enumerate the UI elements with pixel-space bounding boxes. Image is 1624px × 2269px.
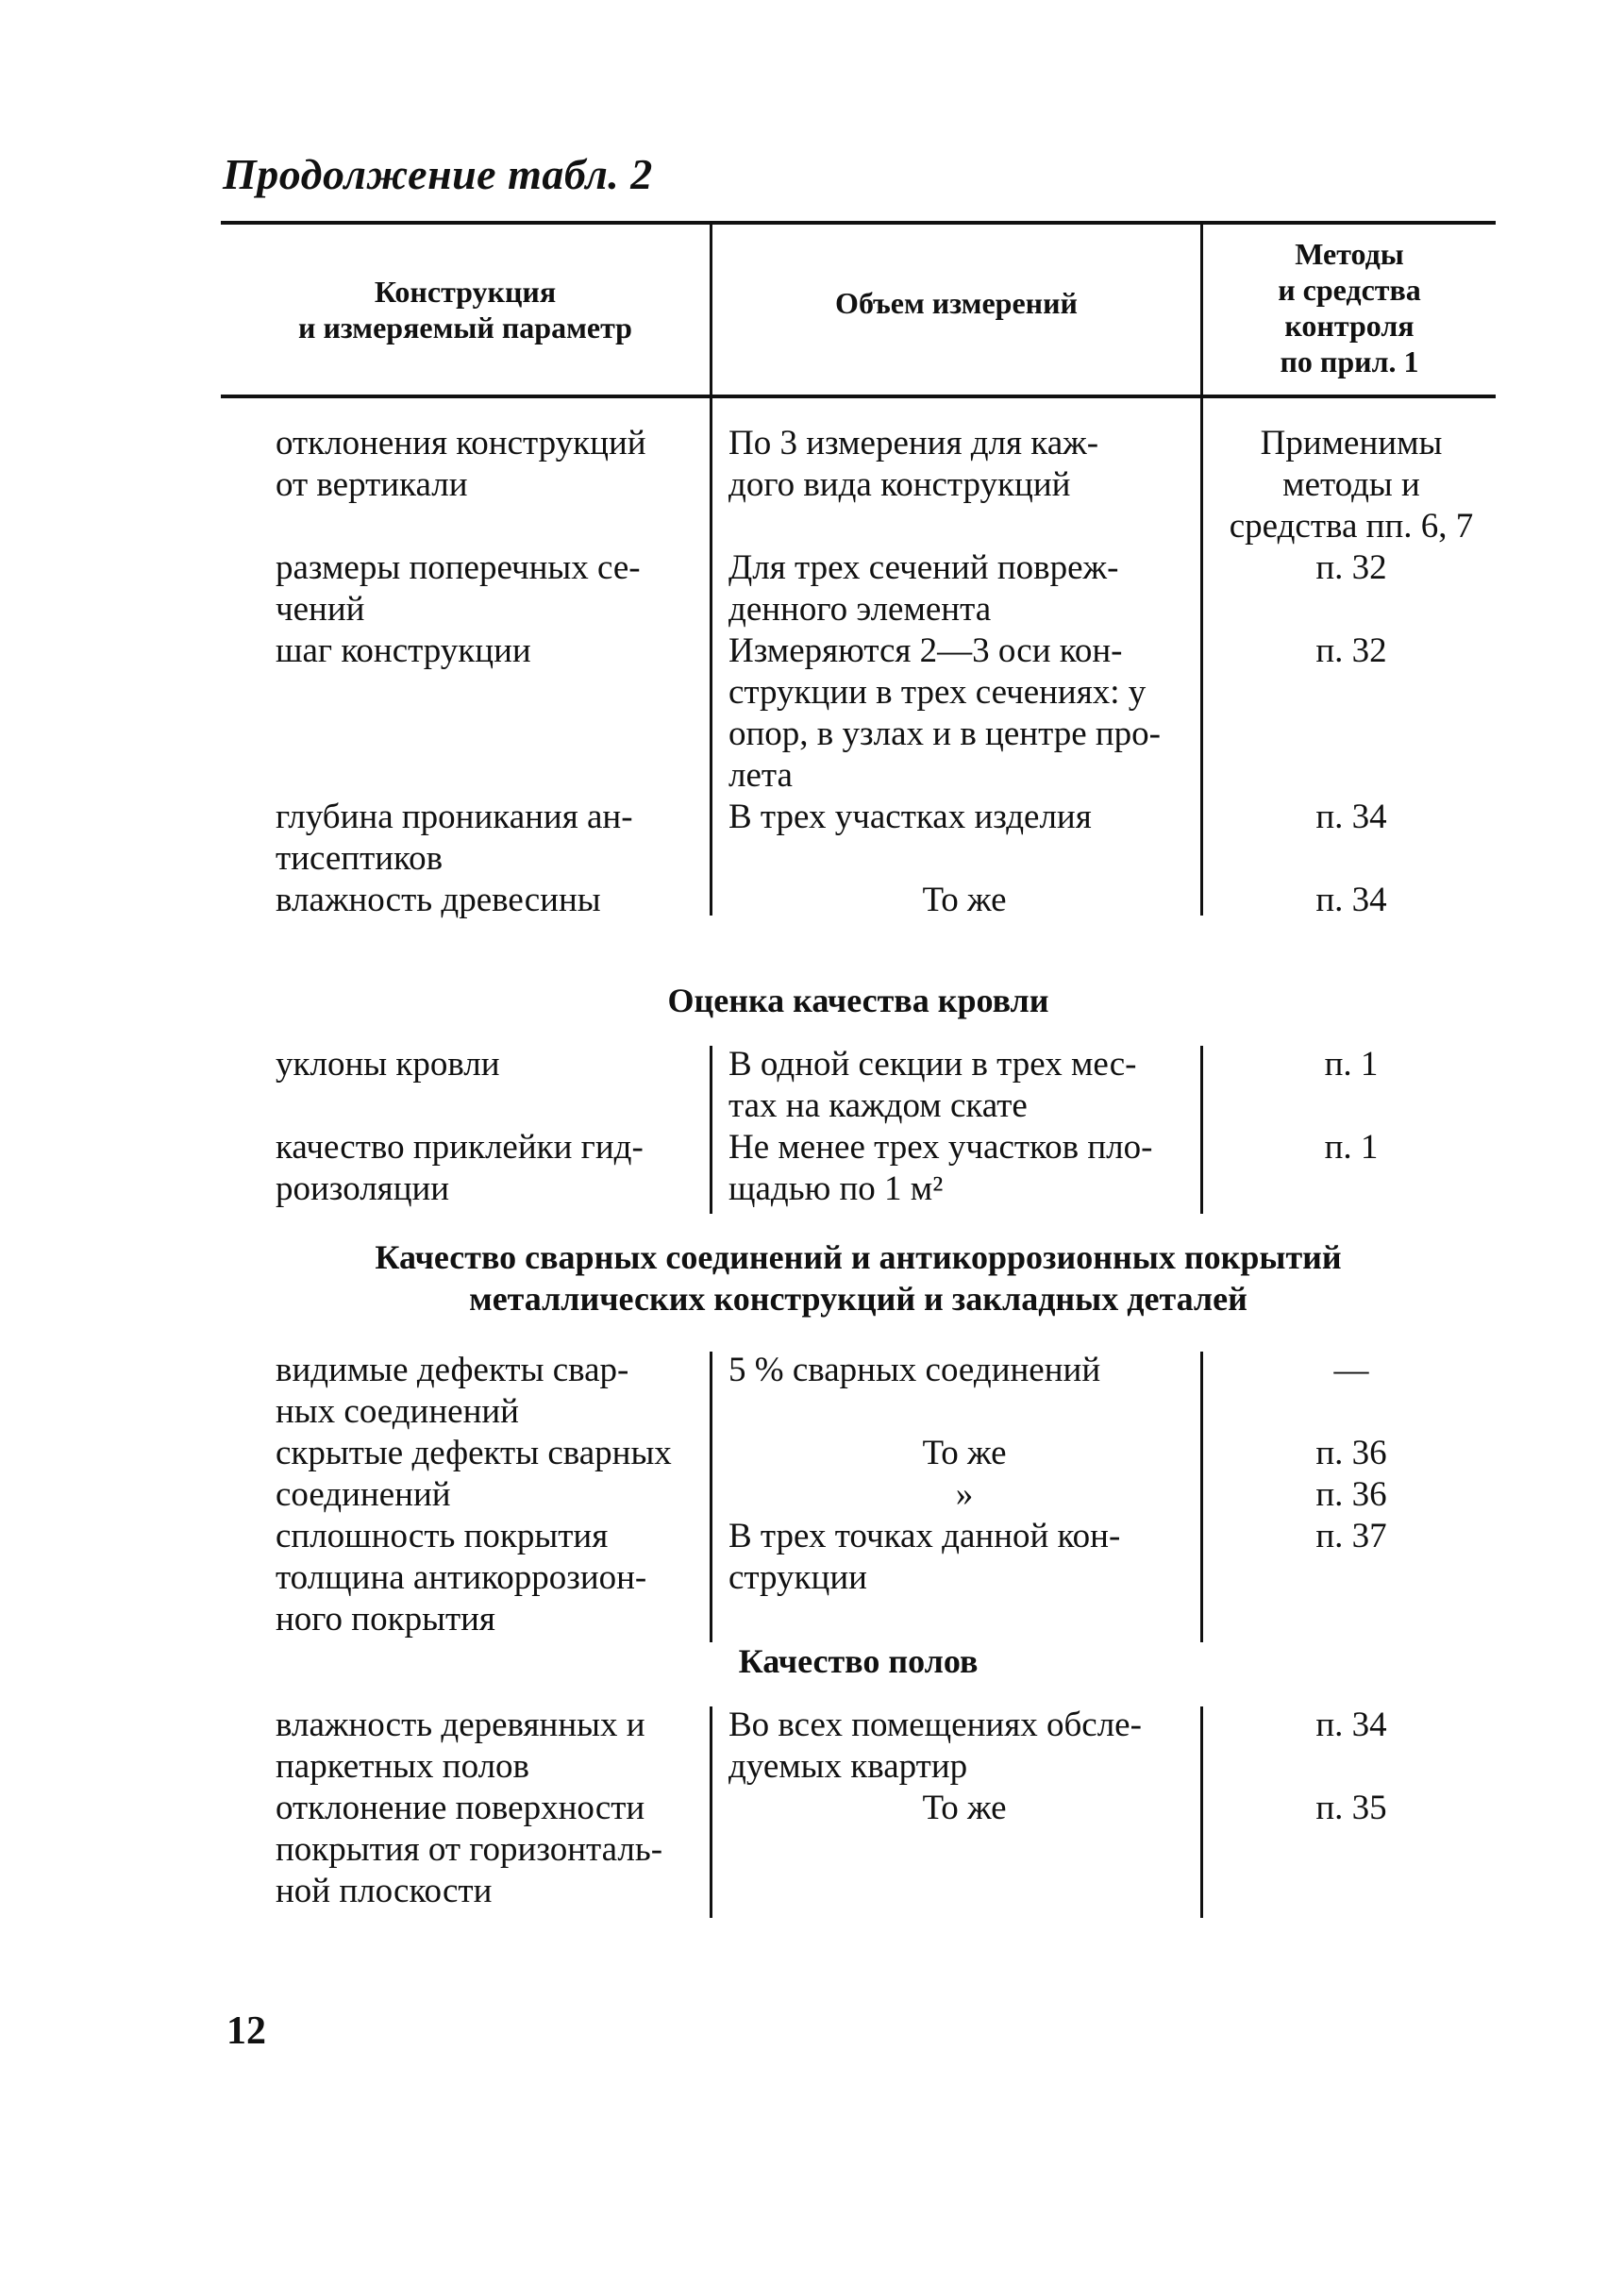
row-volume: То же xyxy=(922,1789,1007,1827)
row-method: п. 36 xyxy=(1315,1434,1387,1472)
row-volume: То же xyxy=(922,1434,1007,1472)
row-method: п. 35 xyxy=(1315,1789,1387,1827)
row-method: п. 34 xyxy=(1315,798,1387,836)
row-param: соединений xyxy=(276,1475,451,1514)
block4-divider-2 xyxy=(1200,1706,1203,1918)
row-param: шаг конструкции xyxy=(276,631,531,670)
row-method: — xyxy=(1333,1351,1369,1389)
row-param: отклонения конструкций от вертикали xyxy=(276,424,646,504)
header-measurement-volume xyxy=(712,285,1200,321)
row-param: скрытые дефекты сварных xyxy=(276,1434,672,1472)
row-volume: Для трех сечений повреж- денного элемента xyxy=(728,548,1119,629)
row-param: влажность древесины xyxy=(276,881,601,919)
row-method: п. 32 xyxy=(1315,631,1387,670)
row-volume: В одной секции в трех мес- тах на каждом скате xyxy=(728,1045,1137,1125)
header-col1-line2: и измеряемый параметр xyxy=(298,311,632,345)
header-control-methods xyxy=(1203,236,1496,379)
row-volume: Во всех помещениях обсле- дуемых квартир xyxy=(728,1706,1142,1786)
row-param: отклонение поверхности покрытия от горизонталь- ной плоскости xyxy=(276,1789,663,1910)
page-number: 12 xyxy=(226,2009,266,2053)
row-method: п. 1 xyxy=(1324,1128,1379,1167)
row-param: глубина проникания ан- тисептиков xyxy=(276,798,633,878)
row-param: видимые дефекты свар- ных соединений xyxy=(276,1351,629,1431)
row-param: размеры поперечных се- чений xyxy=(276,548,641,629)
row-volume: В трех участках изделия xyxy=(728,798,1092,836)
table-continuation-title: Продолжение табл. 2 xyxy=(223,150,653,198)
row-method: п. 32 xyxy=(1315,548,1387,587)
header-col3-line1: Методы xyxy=(1295,237,1404,271)
row-volume: Не менее трех участков пло- щадью по 1 м² xyxy=(728,1128,1153,1208)
block1-divider-2 xyxy=(1200,398,1203,916)
row-volume: Измеряются 2—3 оси кон- струкции в трех сечениях: у опор, в узлах и в центре про- лета xyxy=(728,631,1161,795)
section-welds-line1: Качество сварных соединений и антикоррозионных покрытий xyxy=(375,1238,1342,1276)
section-title-roof: Оценка качества кровли xyxy=(667,982,1049,1019)
row-param: качество приклейки гид- роизоляции xyxy=(276,1128,644,1208)
header-col3-line4: по прил. 1 xyxy=(1280,345,1419,378)
section-title-floors: Качество полов xyxy=(738,1642,979,1680)
row-volume: » xyxy=(955,1475,974,1514)
header-col1-line1: Конструкция xyxy=(374,275,557,309)
row-param: уклоны кровли xyxy=(276,1045,500,1084)
table-top-rule xyxy=(221,221,1496,225)
header-col3-line3: контроля xyxy=(1284,309,1415,343)
block2-divider-2 xyxy=(1200,1046,1203,1214)
header-col2-text: Объем измерений xyxy=(835,286,1078,320)
table-header-rule xyxy=(221,395,1496,398)
row-volume: По 3 измерения для каж- дого вида конструкций xyxy=(728,424,1099,504)
row-volume: 5 % сварных соединений xyxy=(728,1351,1101,1389)
section-welds-line2: металлических конструкций и закладных деталей xyxy=(469,1280,1247,1318)
row-method: п. 1 xyxy=(1324,1045,1379,1084)
row-param: сплошность покрытия толщина антикоррозион- ного покрытия xyxy=(276,1517,647,1639)
header-construction-parameter xyxy=(221,274,710,345)
row-volume: То же xyxy=(922,881,1007,919)
header-col3-line2: и средства xyxy=(1278,273,1421,307)
row-param: влажность деревянных и паркетных полов xyxy=(276,1706,645,1786)
row-method: п. 37 xyxy=(1315,1517,1387,1555)
row-volume: В трех точках данной кон- струкции xyxy=(728,1517,1121,1597)
row-method: п. 34 xyxy=(1315,1706,1387,1744)
row-method: Применимы методы и средства пп. 6, 7 xyxy=(1229,424,1474,546)
row-method: п. 34 xyxy=(1315,881,1387,919)
row-method: п. 36 xyxy=(1315,1475,1387,1514)
block3-divider-2 xyxy=(1200,1352,1203,1642)
section-title-welds xyxy=(221,1236,1496,1319)
